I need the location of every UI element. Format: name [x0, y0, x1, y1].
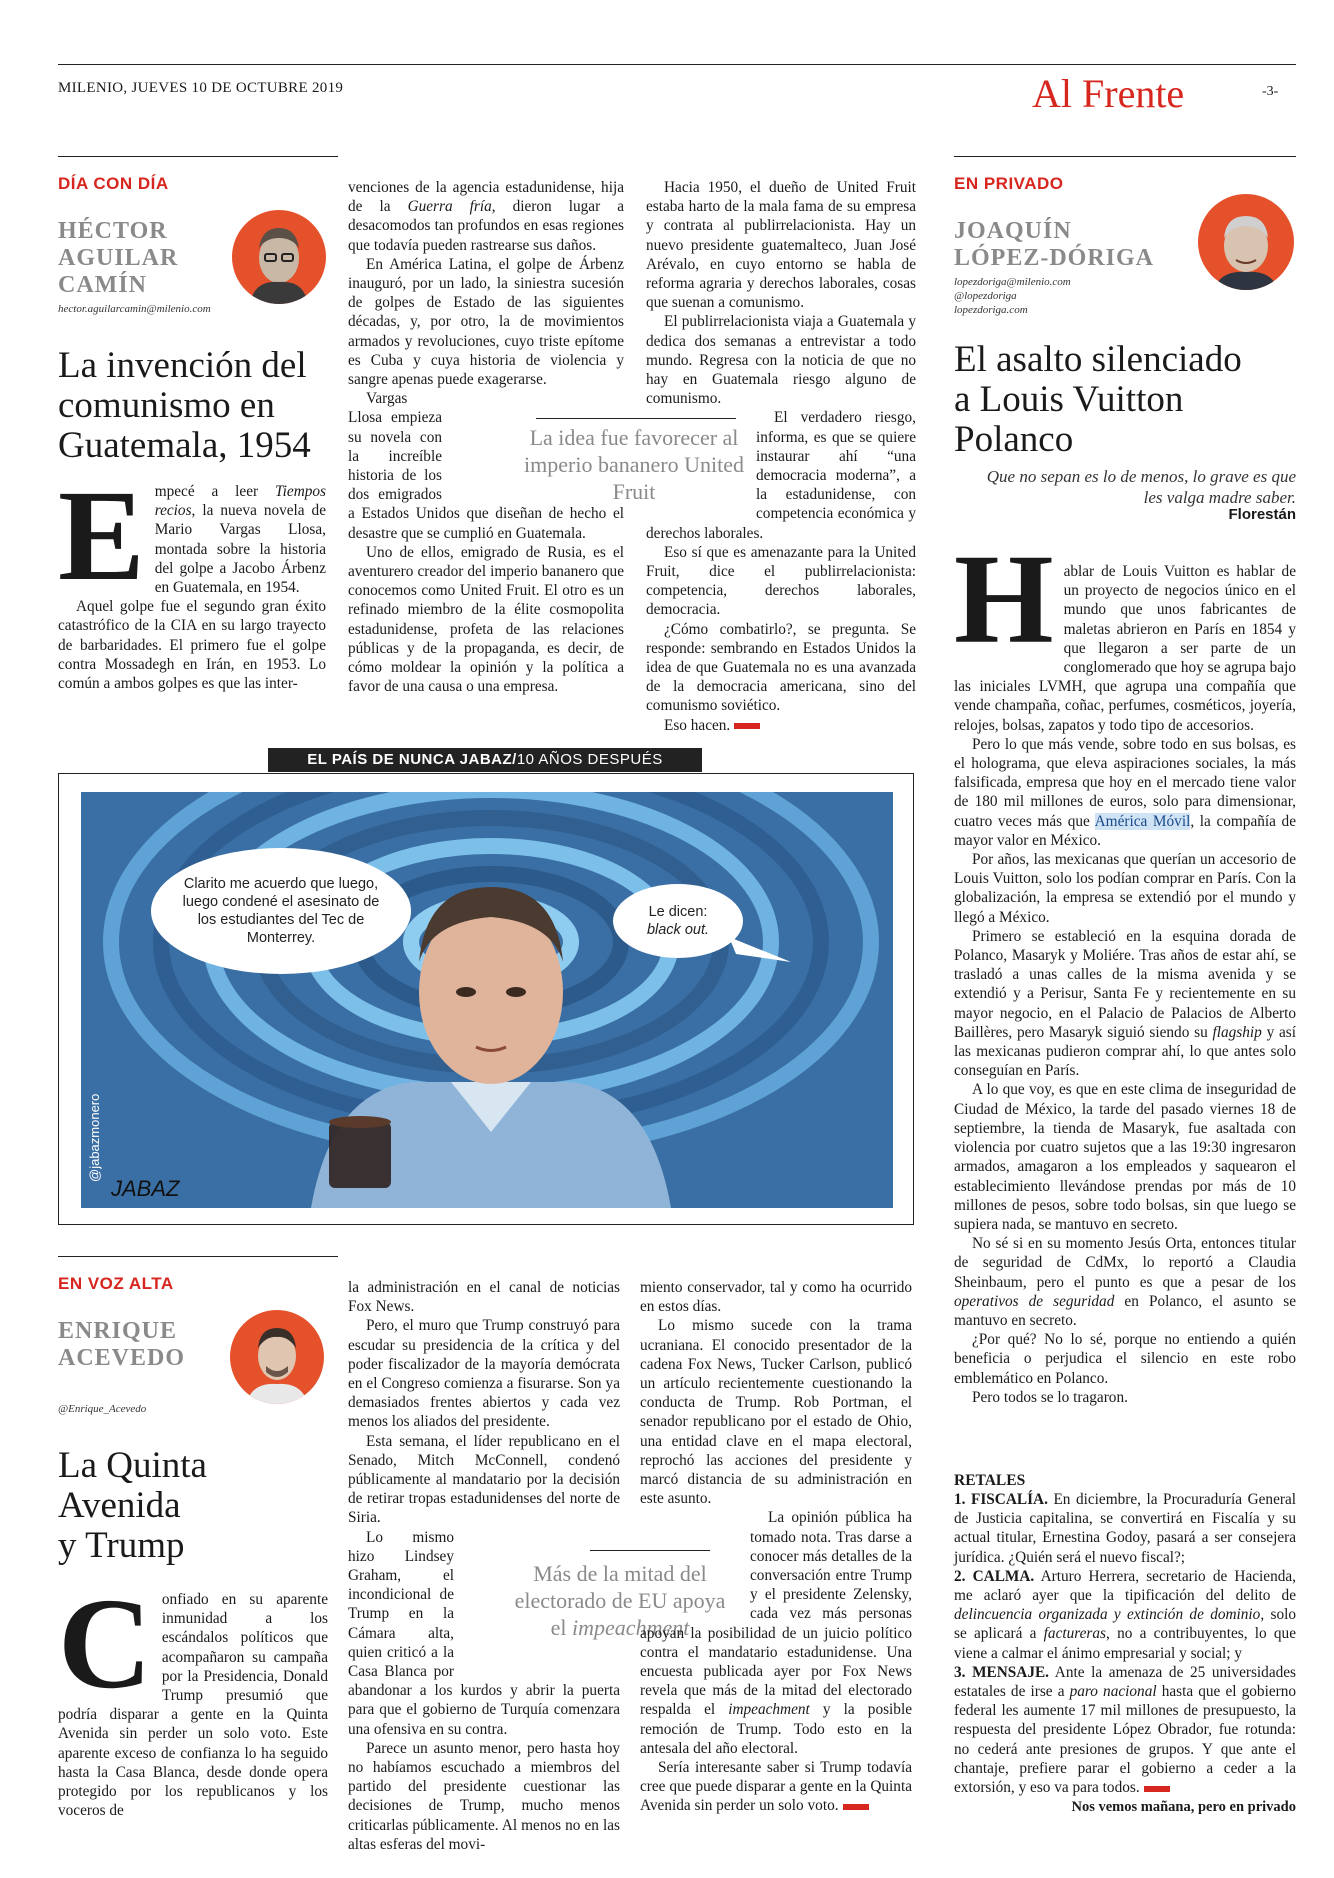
- cartoon-label: EL PAÍS DE NUNCA JABAZ/10 AÑOS DESPUÉS: [268, 748, 702, 772]
- headline: La Quinta Avenida y Trump: [58, 1445, 207, 1566]
- article-body: la administración en el canal de noticias Fox News. Pero, el muro que Trump construyó para escudar su presidencia de la crítica y del poder fiscalizador de la mayoría demócrata en el Congreso comienza a fisurarse. Son ya demasiados frentes abiertos y cada vez menos los aliados del presidente. Esta semana, el líder republicano en el Senado, Mitch McConnell, condenó públicamente al mandatario por la decisión de retirar tropas estadunidenses del norte de Siria. Lo mismo hizo Lindsey Graham, el incondicional de Trump en la Cámara alta, quien criticó a la Casa Blanca por abandonar a los kurdos y abrir la puerta para que el gobierno de Turquía comenzara una ofensiva en su contra. Parece un asunto menor, pero hasta hoy no habíamos escuchado a miembros del partido del presidente cuestionar las decisiones de Trump, mucho menos criticarlas públicamente. Al menos no en las altas esferas del movi-: [348, 1279, 620, 1853]
- cartoon-signature: JABAZ: [111, 1176, 180, 1201]
- epigraph: Que no sepan es lo de menos, lo grave es que les valga madre saber.: [986, 467, 1296, 507]
- article-body: H ablar de Louis Vuitton es hablar de un proyecto de negocios único en el mundo que unos fabricantes de maletas abrieron en París en 1854 y que llegaron a ser parte de un conglomerado que hoy se agrupa bajo las iniciales LVMH, que agrupa una compañía que vende champaña, coñac, perfumes, cosméticos, joyería, relojes, bolsas, zapatos y todo tipo de accesorios. Pero lo que más vende, sobre todo en sus bolsas, es el holograma, que eleva aspiraciones sociales, la más falsificada, empresa que hoy en el mercado tiene valor de 180 mil millones de euros, solo para dimensionar, cuatro veces más que América Móvil, la compañía de mayor valor en México. Por años, las mexicanas que querían un accesorio de Louis Vuitton, solo los podían comprar en París. Con la globalización, la empresa se extendió por el mundo y llegó a México. Primero se estableció en la esquina dorada de Polanco, Masaryk y Moliére. Tras años de estar ahí, se trasladó a unas calles de la misma avenida y se extendió y a Perisur, Santa Fe y recientemente en su mayor negocio, en el Palacio de Palacios de Alberto Baillères, pero Masaryk siguió siendo su flagship y así las mexicanas pudieron comprar ahí, lo que antes solo conseguían en París. A lo que voy, es que en este clima de inseguridad de Ciudad de México, la tarde del pasado viernes 18 de septiembre, la tienda de Masaryk, fue asaltada con violencia por cuatro sujetos que a las 19:30 ingresaron armados, amagaron a los empleados y saquearon el establecimiento llevándose prendas por más de 10 millones de pesos, sobre todo bolsas, sin que luego se supiera nada, se mantuvo en secreto. No sé si en su momento Jesús Orta, entonces titular de seguridad de CdMx, lo reportó a Claudia Sheinbaum, pero el punto es que a pesar de los operativos de seguridad en Polanco, el asunto se mantuvo en secreto. ¿Por qué? No lo sé, porque no entiendo a quién beneficia o perjudica el silencio en este robo emblemático en Polanco. Pero todos se lo tragaron.: [954, 528, 1296, 1406]
- author-name: JOAQUÍN LÓPEZ-DÓRIGA: [954, 218, 1155, 271]
- top-rule: [58, 64, 1296, 65]
- article-body: miento conservador, tal y como ha ocurrido en estos días. Lo mismo sucede con la trama ucraniana. El conocido presentador de la cadena Fox News, Tucker Carlson, publicó un artículo recientemente cuestionando la conducta de Trump. Rob Portman, el senador republicano por el estado de Ohio, una entidad clave en el mapa electoral, reprochó las acciones del presidente y marcó distancia de su administración en este asunto. La opinión pública ha tomado nota. Tras darse a conocer más detalles de la conversación entre Trump y el presidente Zelensky, cada vez más personas apoyan la posibilidad de un juicio político contra el mandatario estadunidense. Una encuesta publicada ayer por Fox News revela que más de la mitad del electorado respalda el impeachment y la posible remoción de Trump. Todo esto en la antesala del año electoral. Sería interesante saber si Trump todavía cree que puede disparar a gente en la Quinta Avenida sin perder un solo voto.: [640, 1279, 912, 1815]
- article-body: C onfiado en su aparente inmunidad a los escándalos políticos que acompañaron su campaña por la Presidencia, Donald Trump presumió que podría disparar a gente en la Quinta Avenida sin perder un solo voto. Este aparente exceso de confianza lo ha seguido hasta la Casa Blanca, desde donde opera protegido por los republicanos y los voceros de: [58, 1572, 328, 1820]
- page-number: -3-: [1262, 84, 1279, 99]
- retales-section: RETALES 1. FISCALÍA. En diciembre, la Procuraduría General de Justicia capitalina, se convertirá en Fiscalía y su actual titular, Ernestina Godoy, pasará a ser consejera jurídica. ¿Quién será el nuevo fiscal?; 2. CALMA. Arturo Herrera, secretario de Hacienda, me aclaró ayer que la tipificación del delito de delincuencia organizada y extinción de dominio, solo se aplicará a factureras, no a contribuyentes, lo que viene a calmar el ánimo empresarial y social; y 3. MENSAJE. Ante la amenaza de 25 universidades estatales de irse a paro nacional hasta que el gobierno federal les aumente 17 mil millones de presupuesto, la respuesta del presidente López Obrador, fue rotunda: no cederá ante presiones de grupos. Y que ante el chantaje, prefiere parar el gobierno a ceder a la extorsión, y eso va para todos. Nos vemos mañana, pero en privado: [954, 1472, 1296, 1816]
- epigraph-author: Florestán: [1228, 506, 1296, 523]
- article-body: venciones de la agencia estadunidense, hija de la Guerra fría, dieron lugar a desacomodos tan profundos en esas regiones que todavía pueden rastrearse sus daños. En América Latina, el golpe de Árbenz inauguró, por un lado, la siniestra sucesión de golpes de Estado de las siguientes décadas, y, por otro, la de movimientos armados y revoluciones, cuyo triste epítome es Cuba y cuya historia de violencia y sangre apenas puede exagerarse. Vargas Llosa empieza su novela con la increíble historia de los dos emigrados a Estados Unidos que diseñan de hecho el desastre que se cumplió en Guatemala. Uno de ellos, emigrado de Rusia, es el aventurero creador del imperio bananero que conocemos como United Fruit. El otro es un refinado miembro de la élite cosmopolita estadunidense, profeta de las relaciones públicas y de la propaganda, es decir, de cómo moldear la opinión y la política a favor de una causa o una empresa.: [348, 179, 624, 696]
- masthead-date: MILENIO, JUEVES 10 DE OCTUBRE 2019: [58, 80, 344, 96]
- end-mark: [843, 1804, 869, 1810]
- speech-bubble-2: Le dicen: black out.: [613, 884, 743, 958]
- headline: El asalto silenciado a Louis Vuitton Polanco: [954, 339, 1242, 460]
- headline: La invención del comunismo en Guatemala, 1954: [58, 345, 311, 466]
- signoff: Nos vemos mañana, pero en privado: [1071, 1799, 1296, 1816]
- cartoon-image: [81, 792, 893, 1208]
- author-name: HÉCTOR AGUILAR CAMÍN: [58, 218, 179, 298]
- column-kicker: DÍA CON DÍA: [58, 174, 169, 193]
- column-rule: [954, 156, 1296, 157]
- author-handle: @Enrique_Acevedo: [58, 1403, 147, 1415]
- author-avatar: [232, 210, 326, 304]
- cartoon-credit: @jabazmonero: [87, 1093, 102, 1182]
- end-mark: [1144, 1786, 1170, 1792]
- drop-cap: H: [954, 528, 1054, 670]
- author-email: hector.aguilarcamin@milenio.com: [58, 303, 211, 315]
- pull-quote: Más de la mitad del electorado de EU apoya el impeachment: [514, 1561, 726, 1640]
- author-avatar: [1198, 194, 1294, 290]
- retales-title: RETALES: [954, 1472, 1026, 1489]
- column-kicker: EN PRIVADO: [954, 174, 1064, 193]
- highlighted-text: América Móvil: [1094, 812, 1191, 830]
- drop-cap: E: [58, 464, 145, 608]
- cartoon: [58, 773, 914, 1225]
- article-body: E mpecé a leer Tiempos recios, la nueva novela de Mario Vargas Llosa, montada sobre la historia del golpe a Jacobo Árbenz en Guatemala, en 1954. Aquel golpe fue el segundo gran éxito catastrófico de la CIA en su largo trayecto de barbaridades. El primero fue el golpe contra Mossadegh en Irán, en 1953. Lo común a ambos golpes es que las inter-: [58, 464, 326, 693]
- column-kicker: EN VOZ ALTA: [58, 1274, 174, 1293]
- author-name: ENRIQUE ACEVEDO: [58, 1318, 186, 1371]
- article-body: Hacia 1950, el dueño de United Fruit estaba harto de la mala fama de su empresa y contrata al publirrelacionista. Hay un nuevo presidente guatemalteco, Juan José Arévalo, en cuyo entorno se habla de reforma agraria y derechos laborales, cosas que suenan a comunismo. El publirrelacionista viaja a Guatemala y dedica dos semanas a entrevistar a todo mundo. Regresa con la noticia de que no hay en Guatemala riesgo alguno de comunismo. El verdadero riesgo, informa, es que se quiere instaurar ahí “una democracia moderna”, a la estadunidense, con competencia económica y derechos laborales. Eso sí que es amenazante para la United Fruit, dice el publirrelacionista: competencia, derechos laborales, democracia. ¿Cómo combatirlo?, se pregunta. Se responde: sembrando en Estados Unidos la idea de que Guatemala no es una avanzada de la democracia americana, sino del comunismo soviético. Eso hacen.: [646, 179, 916, 734]
- end-mark: [734, 723, 760, 729]
- section-title: Al Frente: [1032, 71, 1185, 116]
- author-contacts: lopezdoriga@milenio.com @lopezdoriga lopezdoriga.com: [954, 276, 1071, 316]
- column-rule: [58, 156, 338, 157]
- speech-bubble-1: Clarito me acuerdo que luego, luego condené el asesinato de los estudiantes del Tec de Monterrey.: [151, 848, 411, 974]
- drop-cap: C: [58, 1572, 152, 1716]
- pull-quote: La idea fue favorecer al imperio bananero United Fruit: [524, 425, 744, 504]
- author-avatar: [230, 1310, 324, 1404]
- column-rule: [58, 1256, 338, 1257]
